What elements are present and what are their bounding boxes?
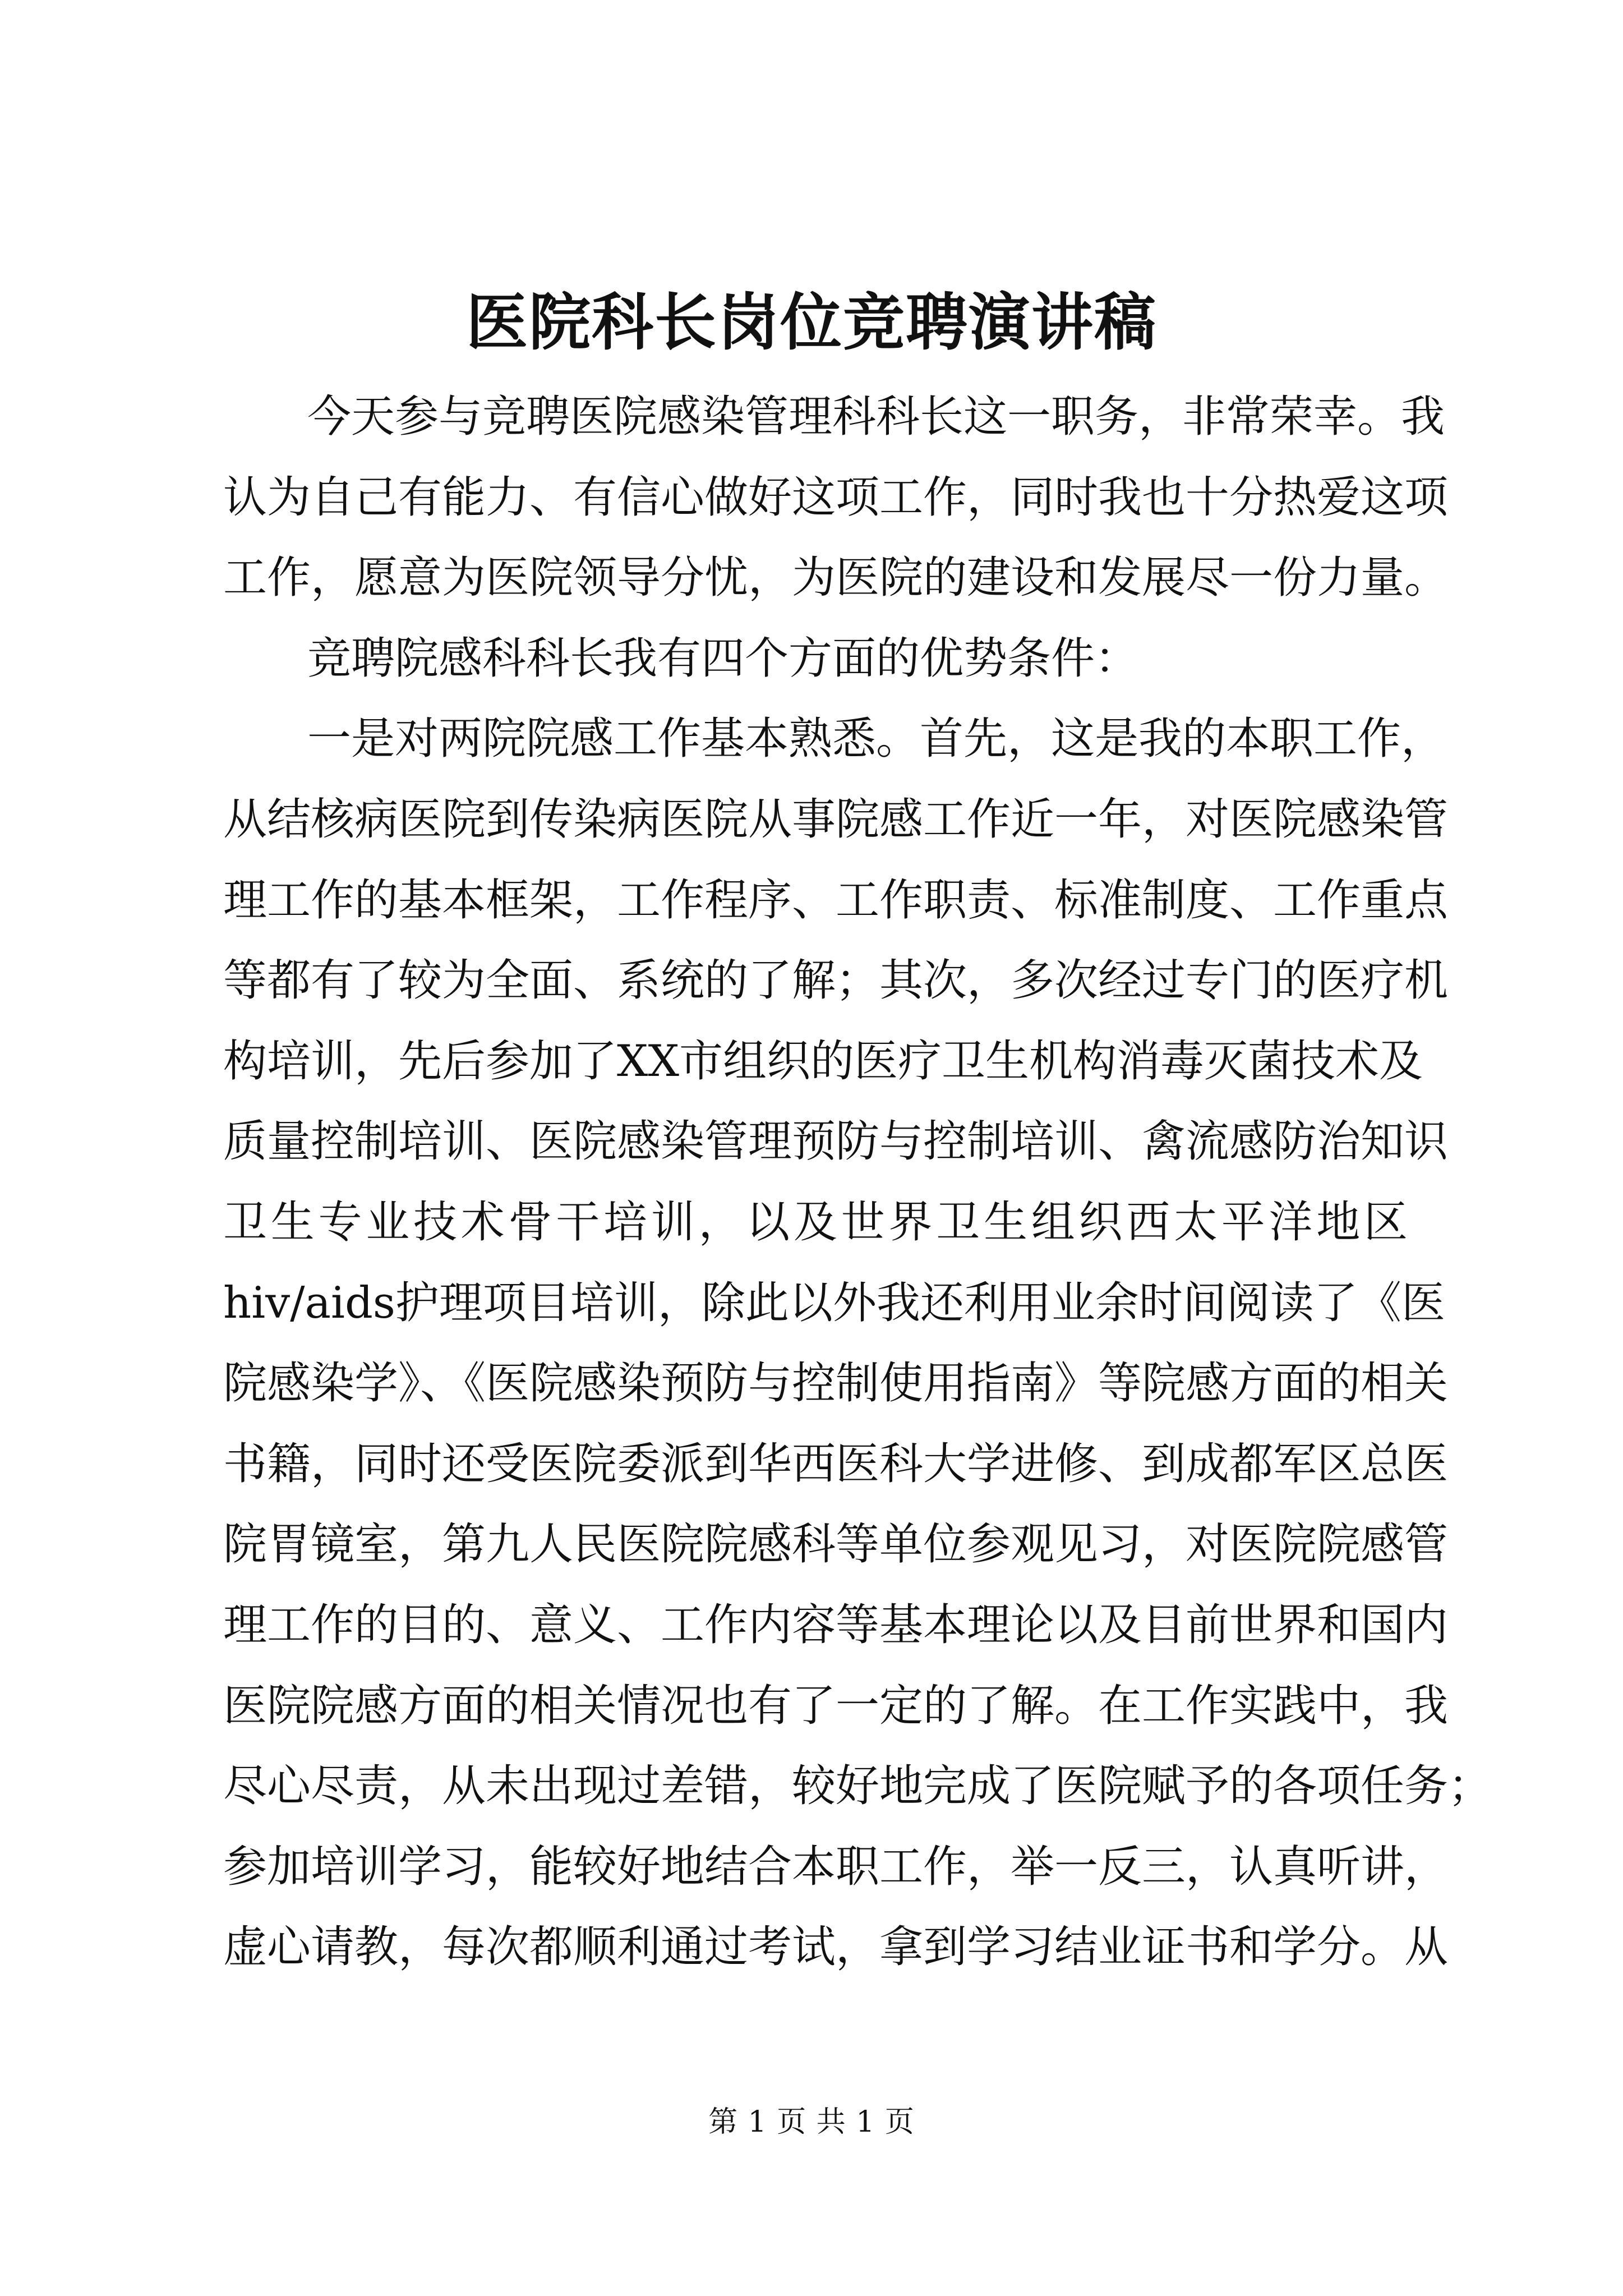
body-line: 虚心请教，每次都顺利通过考试，拿到学习结业证书和学分。从: [223, 1922, 1449, 1973]
body-line: 理工作的基本框架，工作程序、工作职责、标准制度、工作重点: [223, 875, 1449, 926]
body-line: hiv/aids护理项目培训，除此以外我还利用业余时间阅读了《医: [223, 1277, 1445, 1328]
body-line: 等都有了较为全面、系统的了解；其次，多次经过专门的医疗机: [223, 955, 1449, 1006]
body-line: 今天参与竞聘医院感染管理科科长这一职务，非常荣幸。我: [307, 392, 1445, 442]
body-line: 书籍，同时还受医院委派到华西医科大学进修、到成都军区总医: [223, 1438, 1449, 1489]
body-line: 质量控制培训、医院感染管理预防与控制培训、禽流感防治知识: [223, 1116, 1449, 1167]
body-line: 尽心尽责，从未出现过差错，较好地完成了医院赋予的各项任务；: [223, 1761, 1492, 1812]
document-title: 医院科长岗位竞聘演讲稿: [466, 286, 1157, 358]
page-number-footer: 第 1 页 共 1 页: [708, 2105, 915, 2139]
body-line: 医院院感方面的相关情况也有了一定的了解。在工作实践中，我: [223, 1680, 1449, 1731]
body-line: 参加培训学习，能较好地结合本职工作，举一反三，认真听讲，: [223, 1841, 1449, 1892]
document-body: [223, 377, 1492, 1988]
body-line: 认为自己有能力、有信心做好这项工作，同时我也十分热爱这项: [223, 472, 1449, 523]
body-line: 竞聘院感科科长我有四个方面的优势条件：: [307, 633, 1139, 684]
body-line: 工作，愿意为医院领导分忧，为医院的建设和发展尽一份力量。: [223, 553, 1449, 604]
body-line: 理工作的目的、意义、工作内容等基本理论以及目前世界和国内: [223, 1599, 1449, 1650]
body-line: 从结核病医院到传染病医院从事院感工作近一年，对医院感染管: [223, 794, 1449, 845]
body-line: 构培训，先后参加了XX市组织的医疗卫生机构消毒灭菌技术及: [223, 1036, 1423, 1087]
body-line: 一是对两院院感工作基本熟悉。首先，这是我的本职工作，: [307, 714, 1445, 765]
body-line: 院感染学》、《医院感染预防与控制使用指南》等院感方面的相关: [223, 1358, 1449, 1409]
body-line: 卫生专业技术骨干培训，以及世界卫生组织西太平洋地区: [223, 1197, 1408, 1248]
body-line: 院胃镜室，第九人民医院院感科等单位参观见习，对医院院感管: [223, 1519, 1449, 1570]
